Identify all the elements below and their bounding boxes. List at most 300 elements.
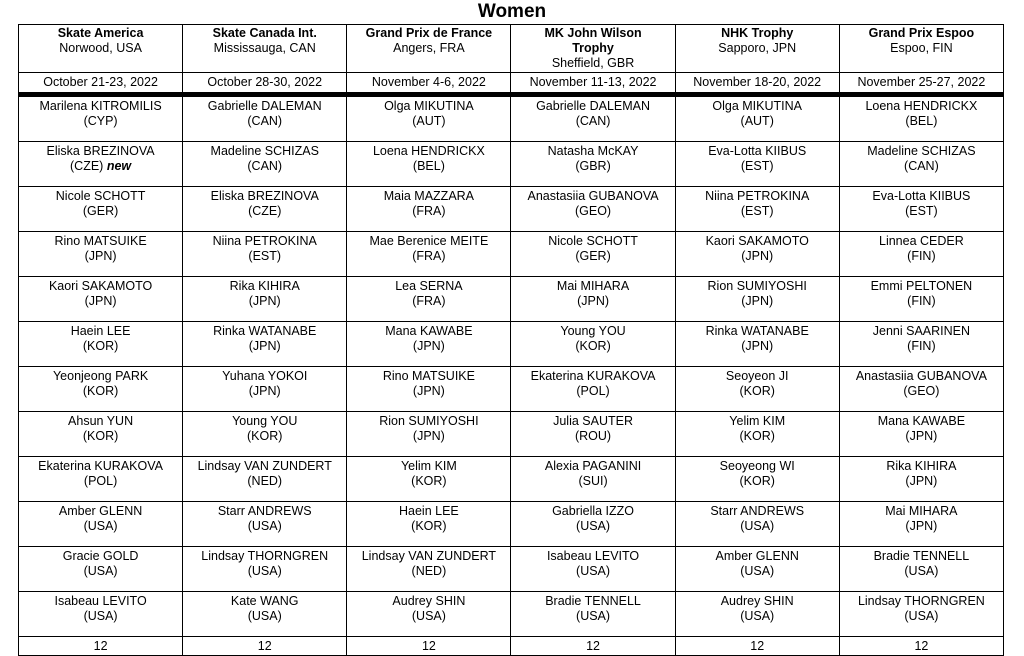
skater-name: Kaori SAKAMOTO: [705, 234, 809, 248]
skater-nationality: (FIN): [907, 294, 936, 308]
skater-nationality-line: [19, 159, 182, 174]
skater-cell: [511, 277, 675, 322]
skater-name: Yelim KIM: [729, 414, 786, 428]
skater-nationality: (USA): [411, 609, 446, 623]
skater-nationality-line: [183, 294, 346, 309]
skater-cell: [183, 457, 347, 502]
skater-name: Ahsun YUN: [68, 414, 134, 428]
skater-nationality-line: [676, 204, 839, 219]
skater-cell: [839, 322, 1003, 367]
skater-cell: [511, 232, 675, 277]
skater-name: Lindsay VAN ZUNDERT: [197, 459, 332, 473]
event-location: Espoo, FIN: [890, 41, 953, 55]
skater-name: Rion SUMIYOSHI: [707, 279, 807, 293]
skater-nationality-line: [511, 519, 674, 534]
skater-nationality-line: [19, 339, 182, 354]
skater-nationality: (USA): [576, 609, 611, 623]
skater-cell: [839, 457, 1003, 502]
skater-nationality: (JPN): [84, 249, 117, 263]
skater-nationality: (EST): [740, 159, 774, 173]
skater-name: Madeline SCHIZAS: [867, 144, 976, 158]
skater-name: Starr ANDREWS: [710, 504, 805, 518]
skater-nationality: (USA): [83, 564, 118, 578]
skater-name: Lindsay THORNGREN: [201, 549, 329, 563]
skater-nationality: (KOR): [247, 429, 283, 443]
event-name: NHK Trophy: [721, 26, 794, 40]
skater-cell: [19, 592, 183, 637]
skater-nationality: (CAN): [247, 159, 283, 173]
skater-cell: [347, 547, 511, 592]
skater-name: Anastasiia GUBANOVA: [527, 189, 659, 203]
skater-name: Julia SAUTER: [553, 414, 633, 428]
skater-nationality: (EST): [740, 204, 774, 218]
skater-nationality: (KOR): [739, 474, 775, 488]
skater-name: Lindsay THORNGREN: [857, 594, 985, 608]
skater-nationality-line: [511, 159, 674, 174]
skater-cell: [675, 412, 839, 457]
skater-name: Anastasiia GUBANOVA: [855, 369, 987, 383]
skater-name: Ekaterina KURAKOVA: [530, 369, 656, 383]
skater-nationality-line: [676, 429, 839, 444]
skater-nationality-line: [183, 159, 346, 174]
skater-name: Young YOU: [232, 414, 298, 428]
skater-name: Mana KAWABE: [385, 324, 473, 338]
skater-name: Maia MAZZARA: [383, 189, 475, 203]
skater-cell: [183, 502, 347, 547]
skater-cell: [19, 277, 183, 322]
skater-cell: [19, 547, 183, 592]
skater-name: Haein LEE: [70, 324, 131, 338]
skater-nationality-line: [840, 294, 1003, 309]
event-header-cell: [347, 25, 511, 73]
skater-cell: [19, 502, 183, 547]
skater-name: Olga MIKUTINA: [712, 99, 802, 113]
skater-nationality-line: [347, 474, 510, 489]
skater-nationality: (FRA): [412, 249, 446, 263]
skater-cell: [675, 457, 839, 502]
skater-nationality: (FRA): [412, 204, 446, 218]
table-row: [19, 502, 1004, 547]
skater-name: Yeonjeong PARK: [52, 369, 149, 383]
table-row: [19, 547, 1004, 592]
skater-cell: [675, 95, 839, 142]
event-location: Angers, FRA: [393, 41, 465, 55]
skater-name: Loena HENDRICKX: [865, 99, 978, 113]
skater-name: Rinka WATANABE: [213, 324, 317, 338]
table-row: [19, 187, 1004, 232]
skater-nationality-line: [347, 384, 510, 399]
skater-nationality: (ROU): [574, 429, 612, 443]
skater-cell: [19, 142, 183, 187]
skater-cell: [19, 322, 183, 367]
skater-nationality: (KOR): [82, 429, 119, 443]
event-dates-row: [19, 73, 1004, 95]
skater-name: Bradie TENNELL: [545, 594, 641, 608]
table-row: [19, 592, 1004, 637]
skater-cell: [183, 412, 347, 457]
skater-cell: [511, 412, 675, 457]
event-dates: November 4-6, 2022: [347, 73, 511, 95]
skater-nationality-line: [347, 114, 510, 129]
event-location: Norwood, USA: [59, 41, 142, 55]
skater-cell: [675, 592, 839, 637]
skater-cell: [839, 367, 1003, 412]
skater-nationality-line: [676, 384, 839, 399]
event-header-row: [19, 25, 1004, 73]
skater-nationality-line: [676, 609, 839, 624]
skater-nationality-line: [183, 339, 346, 354]
skater-cell: [675, 232, 839, 277]
skater-cell: [347, 187, 511, 232]
skater-nationality: (SUI): [578, 474, 608, 488]
skater-name: Audrey SHIN: [392, 594, 466, 608]
page-title: Women: [477, 1, 547, 22]
skater-cell: [347, 412, 511, 457]
skater-cell: [511, 592, 675, 637]
skater-nationality-line: [840, 564, 1003, 579]
skater-name: Isabeau LEVITO: [54, 594, 147, 608]
skater-name: Loena HENDRICKX: [372, 144, 485, 158]
skater-name: Gabrielle DALEMAN: [536, 99, 651, 113]
event-header-cell: [511, 25, 675, 73]
skater-name: Nicole SCHOTT: [55, 189, 146, 203]
skater-nationality: (USA): [904, 564, 939, 578]
skater-nationality-line: [511, 609, 674, 624]
skater-nationality-line: [183, 474, 346, 489]
skater-nationality-line: [19, 609, 182, 624]
table-row: [19, 95, 1004, 142]
skater-name: Yuhana YOKOI: [222, 369, 308, 383]
skater-name: Niina PETROKINA: [705, 189, 810, 203]
skater-nationality: (KOR): [739, 429, 775, 443]
skater-cell: [839, 187, 1003, 232]
skater-cell: [183, 367, 347, 412]
skater-name: Gabriella IZZO: [552, 504, 635, 518]
skater-nationality: (JPN): [248, 384, 281, 398]
skater-nationality: (JPN): [248, 339, 281, 353]
skater-nationality: (JPN): [741, 249, 774, 263]
skater-name: Lindsay VAN ZUNDERT: [361, 549, 497, 563]
skater-nationality-line: [676, 339, 839, 354]
skater-nationality: (USA): [576, 564, 611, 578]
skater-nationality-line: [840, 339, 1003, 354]
skater-nationality: (KOR): [82, 384, 119, 398]
skater-cell: [347, 502, 511, 547]
skater-nationality-line: [511, 429, 674, 444]
event-header-cell: [183, 25, 347, 73]
event-name: Grand Prix Espoo: [868, 26, 975, 40]
skater-name: Isabeau LEVITO: [546, 549, 640, 563]
skater-nationality: (POL): [83, 474, 118, 488]
skater-cell: [347, 457, 511, 502]
skater-nationality-line: [19, 564, 182, 579]
skater-cell: [183, 277, 347, 322]
skater-cell: [839, 502, 1003, 547]
skater-cell: [511, 457, 675, 502]
skater-cell: [19, 232, 183, 277]
skater-nationality: (KOR): [411, 519, 447, 533]
skater-nationality-line: [183, 204, 346, 219]
skater-nationality-line: [511, 249, 674, 264]
skater-nationality: (USA): [83, 519, 118, 533]
skater-name: Eva-Lotta KIIBUS: [708, 144, 807, 158]
event-header-cell: [19, 25, 183, 73]
event-header-cell: [675, 25, 839, 73]
skater-cell: [347, 142, 511, 187]
skater-nationality: (POL): [576, 384, 610, 398]
skater-cell: [19, 367, 183, 412]
skater-name: Kaori SAKAMOTO: [48, 279, 153, 293]
skater-nationality-line: [676, 474, 839, 489]
skater-cell: [347, 95, 511, 142]
skater-nationality-line: [19, 384, 182, 399]
skater-nationality-line: [183, 249, 346, 264]
skater-nationality: (AUT): [412, 114, 446, 128]
table-row: [19, 232, 1004, 277]
skater-nationality-line: [511, 339, 674, 354]
entry-count: 12: [183, 637, 347, 656]
skater-name: Kate WANG: [230, 594, 299, 608]
entries-table: [18, 24, 1004, 656]
skater-cell: [511, 142, 675, 187]
skater-name: Amber GLENN: [58, 504, 143, 518]
skater-cell: [675, 187, 839, 232]
skater-nationality: (USA): [904, 609, 939, 623]
skater-nationality: (FIN): [907, 249, 936, 263]
skater-cell: [839, 547, 1003, 592]
skater-name: Rinka WATANABE: [705, 324, 809, 338]
skater-nationality: (JPN): [84, 294, 117, 308]
event-dates: November 11-13, 2022: [511, 73, 675, 95]
skater-nationality: (JPN): [248, 294, 281, 308]
event-dates: November 25-27, 2022: [839, 73, 1003, 95]
skater-cell: [839, 95, 1003, 142]
skater-nationality-line: [347, 429, 510, 444]
entry-count: 12: [675, 637, 839, 656]
skater-cell: [183, 142, 347, 187]
skater-cell: [839, 592, 1003, 637]
skater-nationality: (USA): [247, 564, 282, 578]
skater-name: Mana KAWABE: [877, 414, 966, 428]
event-dates: October 28-30, 2022: [183, 73, 347, 95]
skater-nationality-line: [347, 339, 510, 354]
skater-name: Gracie GOLD: [62, 549, 139, 563]
skater-name: Starr ANDREWS: [217, 504, 312, 518]
skater-nationality-line: [840, 114, 1003, 129]
skater-nationality-line: [840, 519, 1003, 534]
skater-cell: [675, 502, 839, 547]
skater-name: Eva-Lotta KIIBUS: [872, 189, 971, 203]
skater-nationality-line: [19, 204, 182, 219]
skater-nationality: (JPN): [412, 429, 445, 443]
skater-nationality: (USA): [740, 519, 775, 533]
skater-nationality-line: [183, 429, 346, 444]
skater-name: Seoyeong WI: [719, 459, 795, 473]
skater-nationality-line: [19, 429, 182, 444]
skater-name: Linnea CEDER: [879, 234, 964, 248]
skater-name: Bradie TENNELL: [873, 549, 970, 563]
skater-nationality: (USA): [576, 519, 611, 533]
skater-name: Eliska BREZINOVA: [46, 144, 155, 158]
skater-nationality: (GER): [575, 249, 611, 263]
skater-name: Haein LEE: [399, 504, 459, 518]
skater-name: Olga MIKUTINA: [384, 99, 474, 113]
skater-nationality: (GBR): [575, 159, 611, 173]
skater-name: Rika KIHIRA: [229, 279, 300, 293]
skater-cell: [347, 232, 511, 277]
skater-cell: [347, 367, 511, 412]
skater-cell: [183, 187, 347, 232]
table-row: [19, 457, 1004, 502]
skater-name: Audrey SHIN: [720, 594, 794, 608]
skater-cell: [183, 322, 347, 367]
table-row: [19, 412, 1004, 457]
skater-nationality-line: [19, 249, 182, 264]
skater-nationality-line: [511, 204, 674, 219]
skater-name: Mai MIHARA: [885, 504, 958, 518]
skater-name: Rika KIHIRA: [886, 459, 957, 473]
skater-name: Amber GLENN: [715, 549, 799, 563]
entry-count: 12: [511, 637, 675, 656]
skater-nationality: (CZE): [70, 159, 104, 173]
skater-nationality: (CAN): [247, 114, 283, 128]
skater-cell: [19, 95, 183, 142]
skater-name: Eliska BREZINOVA: [210, 189, 319, 203]
skater-nationality-line: [183, 609, 346, 624]
skater-nationality: (AUT): [740, 114, 774, 128]
skater-cell: [19, 412, 183, 457]
event-header-cell: [839, 25, 1003, 73]
skater-nationality: (USA): [83, 609, 118, 623]
skater-nationality-line: [840, 204, 1003, 219]
skater-cell: [511, 322, 675, 367]
entry-count: 12: [839, 637, 1003, 656]
skater-nationality: (USA): [740, 564, 775, 578]
skater-nationality: (USA): [740, 609, 775, 623]
skater-nationality: (NED): [247, 474, 283, 488]
skater-name: Young YOU: [560, 324, 626, 338]
skater-cell: [511, 502, 675, 547]
event-dates: October 21-23, 2022: [19, 73, 183, 95]
skater-cell: [675, 547, 839, 592]
skater-nationality: (FRA): [412, 294, 446, 308]
skater-cell: [675, 322, 839, 367]
skater-cell: [675, 367, 839, 412]
skater-nationality-line: [840, 429, 1003, 444]
event-name: MK John Wilson Trophy: [544, 26, 642, 55]
skater-nationality: (KOR): [411, 474, 447, 488]
skater-name: Nicole SCHOTT: [548, 234, 638, 248]
skater-name: Rino MATSUIKE: [382, 369, 475, 383]
skater-name: Gabrielle DALEMAN: [207, 99, 322, 113]
skater-cell: [347, 592, 511, 637]
skater-cell: [347, 277, 511, 322]
skater-nationality: (JPN): [741, 339, 774, 353]
skater-name: Rion SUMIYOSHI: [379, 414, 479, 428]
event-name: Skate America: [57, 26, 144, 40]
skater-nationality: (JPN): [577, 294, 610, 308]
skater-nationality-line: [347, 204, 510, 219]
skater-nationality: (JPN): [905, 519, 938, 533]
skater-nationality-line: [840, 159, 1003, 174]
skater-name: Lea SERNA: [395, 279, 463, 293]
skater-nationality: (GEO): [903, 384, 940, 398]
skater-nationality: (EST): [905, 204, 938, 218]
skater-nationality: (USA): [247, 519, 282, 533]
skater-name: Natasha McKAY: [547, 144, 639, 158]
skater-nationality-line: [511, 474, 674, 489]
skater-nationality-line: [347, 519, 510, 534]
skater-nationality: (GER): [82, 204, 119, 218]
event-location: Sheffield, GBR: [551, 56, 635, 70]
skater-nationality: (CAN): [904, 159, 939, 173]
skater-nationality: (JPN): [905, 429, 938, 443]
skater-nationality: (JPN): [412, 384, 445, 398]
entry-count: 12: [347, 637, 511, 656]
skater-nationality: (BEL): [905, 114, 938, 128]
skater-nationality-line: [19, 114, 182, 129]
skater-cell: [511, 547, 675, 592]
event-location: Mississauga, CAN: [213, 41, 316, 55]
skater-nationality-line: [183, 519, 346, 534]
skater-nationality: (EST): [248, 249, 282, 263]
skater-nationality: (KOR): [575, 339, 611, 353]
skater-name: Ekaterina KURAKOVA: [38, 459, 163, 473]
skater-nationality-line: [183, 114, 346, 129]
skater-cell: [183, 592, 347, 637]
skater-nationality-line: [183, 384, 346, 399]
table-row: [19, 322, 1004, 367]
skater-nationality: (KOR): [82, 339, 119, 353]
skater-nationality: (CZE): [248, 204, 282, 218]
skater-nationality: (JPN): [741, 294, 774, 308]
skater-name: Niina PETROKINA: [212, 234, 317, 248]
skater-nationality-line: [840, 249, 1003, 264]
skater-nationality-line: [511, 384, 674, 399]
skater-cell: [839, 232, 1003, 277]
skater-cell: [511, 367, 675, 412]
skater-nationality: (KOR): [739, 384, 775, 398]
skater-nationality-line: [19, 519, 182, 534]
entry-count: 12: [19, 637, 183, 656]
skater-cell: [347, 322, 511, 367]
skater-nationality-line: [676, 519, 839, 534]
skater-nationality-line: [676, 294, 839, 309]
skater-nationality: (NED): [411, 564, 447, 578]
skater-nationality: (JPN): [412, 339, 445, 353]
skater-nationality-line: [347, 564, 510, 579]
skater-name: Jenni SAARINEN: [872, 324, 971, 338]
skater-nationality: (CAN): [575, 114, 611, 128]
skater-nationality-line: [19, 294, 182, 309]
skater-nationality-line: [840, 474, 1003, 489]
skater-nationality-line: [511, 564, 674, 579]
entries-table-body: [19, 25, 1004, 656]
skater-name: Seoyeon JI: [725, 369, 789, 383]
skater-cell: [19, 457, 183, 502]
skater-cell: [183, 232, 347, 277]
skater-nationality-line: [676, 564, 839, 579]
table-row: [19, 142, 1004, 187]
skater-cell: [511, 95, 675, 142]
skater-nationality: (JPN): [905, 474, 938, 488]
event-dates: November 18-20, 2022: [675, 73, 839, 95]
skater-name: Mae Berenice MEITE: [369, 234, 489, 248]
skater-nationality: (BEL): [412, 159, 445, 173]
skater-cell: [183, 547, 347, 592]
skater-name: Marilena KITROMILIS: [39, 99, 162, 113]
skater-nationality-line: [347, 249, 510, 264]
